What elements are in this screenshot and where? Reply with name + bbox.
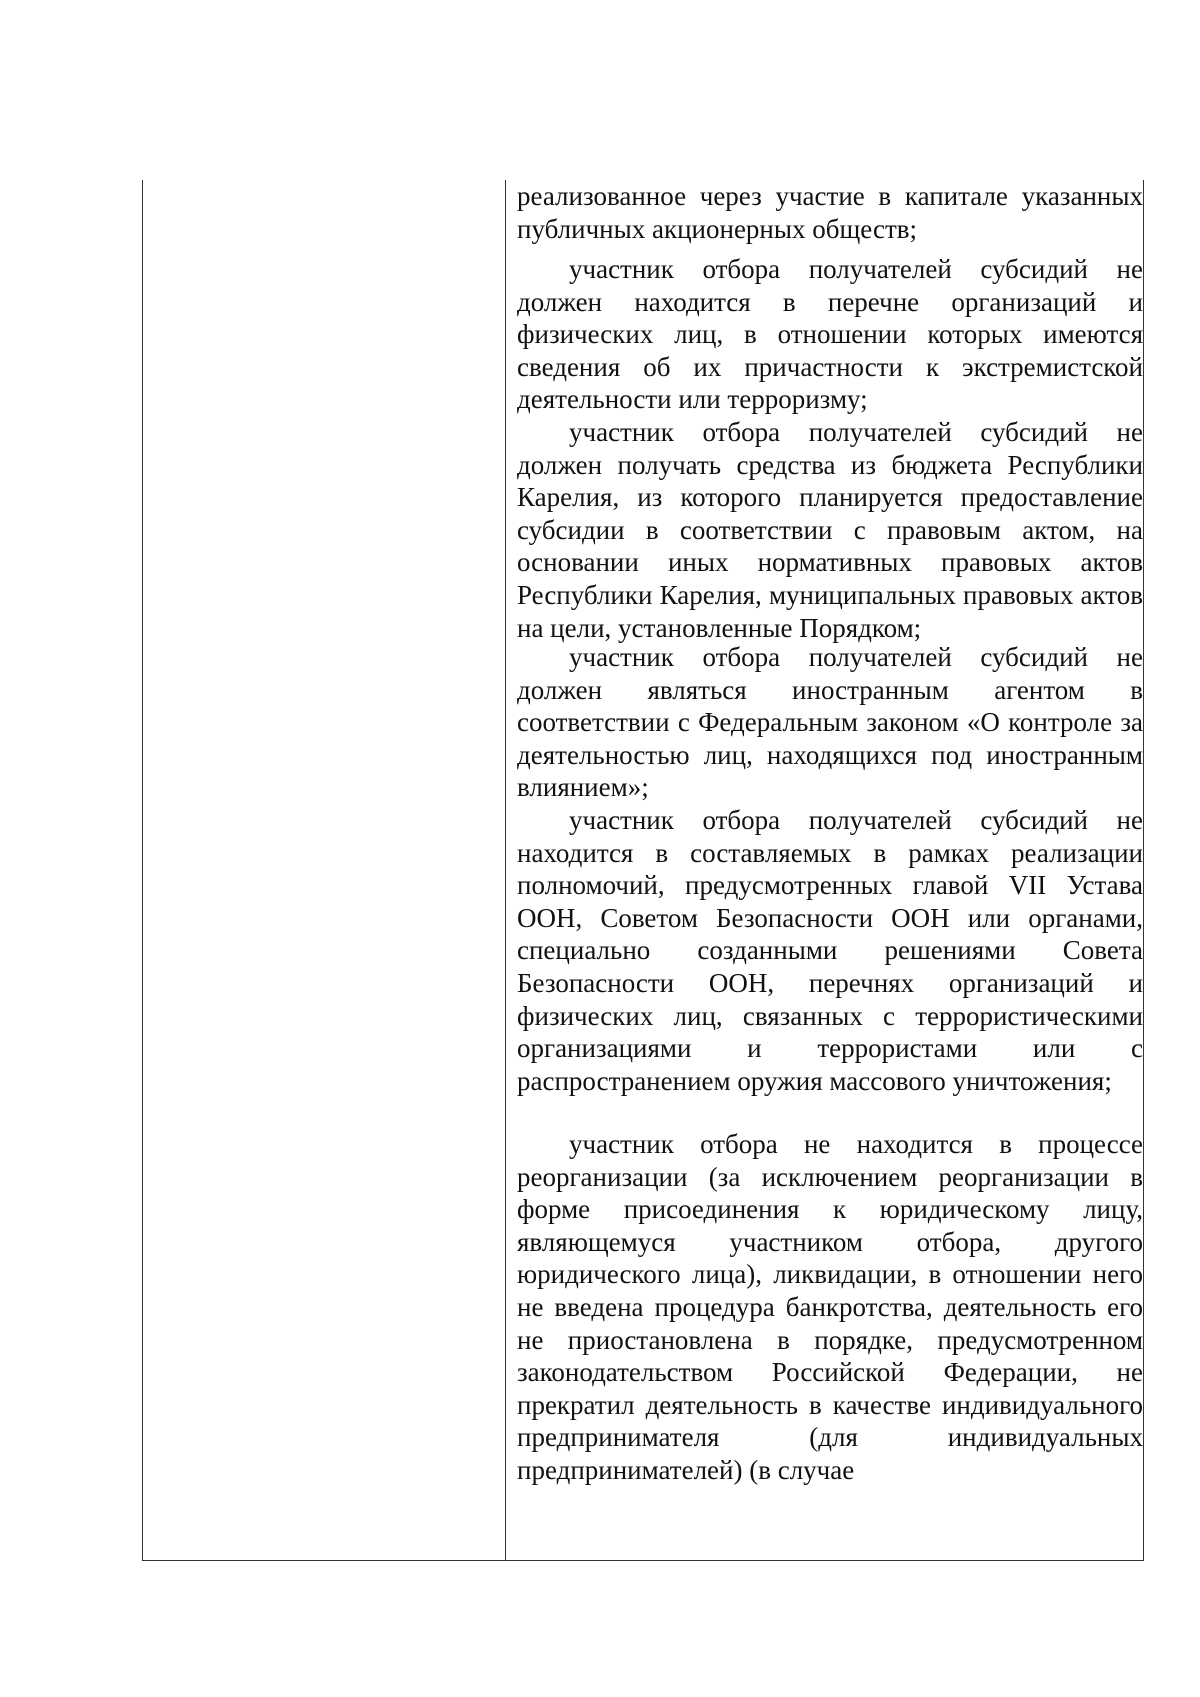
paragraph-5 <box>517 804 1143 1097</box>
paragraph-1 <box>517 180 1143 245</box>
paragraph-2-text: участник отбора получателей субсидий не должен находится в перечне организаций и физических лиц, в отношении которых имеются сведения об их причастности к экстремистской деятельности или терроризму; <box>517 254 1143 415</box>
paragraph-5-text: участник отбора получателей субсидий не находится в составляемых в рамках реализации полномочий, предусмотренных главой VII Устава ООН, Советом Безопасности ООН или органами, специально созданными решениями Совета Безопасности ООН, перечнях организаций и физических лиц, связанных с террористическими организациями и террористами или с распространением оружия массового уничтожения; <box>517 805 1143 1096</box>
paragraph-6-text: участник отбора не находится в процессе реорганизации (за исключением реорганизации в форме присоединения к юридическому лицу, являющемуся участником отбора, другого юридического лица), ликвидации, в отношении него не введена процедура банкротства, деятельность его не приостановлена в порядке, предусмотренном законодательством Российской Федерации, не прекратил деятельность в качестве индивидуального предпринимателя (для индивидуальных предпринимателей) (в случае <box>517 1129 1143 1485</box>
paragraph-1-text: реализованное через участие в капитале указанных публичных акционерных обществ; <box>517 181 1143 244</box>
table-right-column <box>506 180 1143 1560</box>
paragraph-3 <box>517 416 1143 644</box>
paragraph-6 <box>517 1128 1143 1487</box>
paragraph-2 <box>517 253 1143 416</box>
paragraph-3-text: участник отбора получателей субсидий не должен получать средства из бюджета Республики Карелия, из которого планируется предоставление субсидии в соответствии с правовым актом, на основании иных нормативных правовых актов Республики Карелия, муниципальных правовых актов на цели, установленные Порядком; <box>517 417 1143 643</box>
paragraph-4 <box>517 641 1143 804</box>
table-left-column <box>143 180 506 1560</box>
paragraph-4-text: участник отбора получателей субсидий не должен являться иностранным агентом в соответствии с Федеральным законом «О контроле за деятельностью лиц, находящихся под иностранным влиянием»; <box>517 642 1143 803</box>
document-table <box>142 180 1144 1561</box>
